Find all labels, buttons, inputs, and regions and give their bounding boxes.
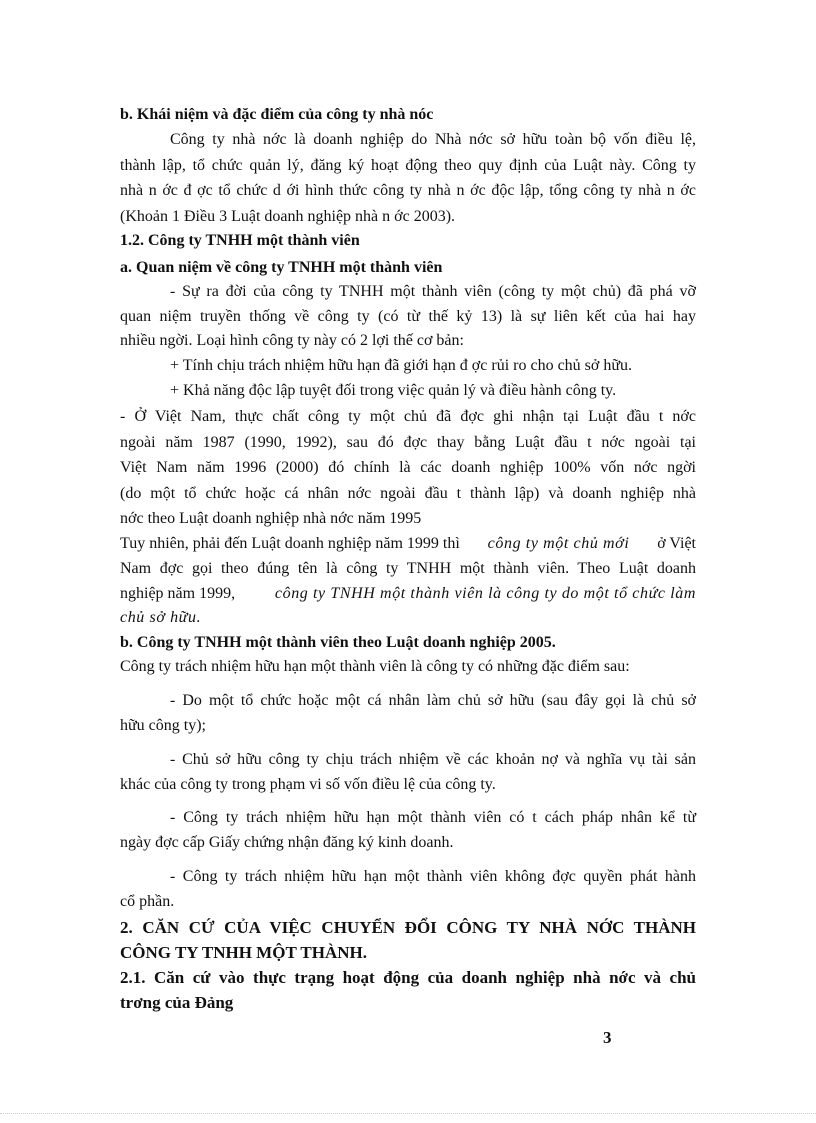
heading-b-khai-niem: b. Khái niệm và đặc điểm của công ty nhà nóc [120, 106, 434, 123]
paragraph-line: khác của công ty trong phạm vi số vốn điều lệ của công ty. [120, 776, 496, 793]
subsection-heading-2-1-cont: trơng của Đảng [120, 993, 234, 1012]
paragraph-line: ngày đợc cấp Giấy chứng nhận đăng ký kinh doanh. [120, 834, 454, 851]
text-run: ở Việt [657, 535, 696, 552]
page-number: 3 [603, 1028, 612, 1047]
paragraph-line: Công ty nhà nớc là doanh nghiệp do Nhà nớc sở hữu toàn bộ vốn điều lệ, [170, 131, 696, 148]
paragraph-line-mixed [120, 584, 696, 604]
italic-run: công ty một chủ mới [487, 535, 630, 552]
list-item: - Công ty trách nhiệm hữu hạn một thành viên không đợc quyền phát hành [170, 868, 696, 885]
paragraph-line: - Ở Việt Nam, thực chất công ty một chủ đã đợc ghi nhận tại Luật đầu t nớc [120, 408, 696, 425]
heading-a-quan-niem: a. Quan niệm về công ty TNHH một thành viên [120, 259, 443, 276]
paragraph-line: nhà n ớc đ ợc tổ chức d ới hình thức công ty nhà n ớc độc lập, tổng công ty nhà n ớc [120, 182, 696, 199]
list-item: + Tính chịu trách nhiệm hữu hạn đã giới hạn đ ợc rủi ro cho chủ sở hữu. [170, 357, 633, 374]
heading-1-2: 1.2. Công ty TNHH một thành viên [120, 232, 360, 249]
paragraph-line: quan niệm truyền thống về công ty (có từ thế kỷ 13) là sự liên kết của hai hay [120, 308, 696, 325]
paragraph-line: hữu công ty); [120, 717, 206, 734]
text-run: Tuy nhiên, phải đến Luật doanh nghiệp năm 1999 thì [120, 535, 460, 552]
paragraph-line: Công ty trách nhiệm hữu hạn một thành viên là công ty có những đặc điểm sau: [120, 658, 630, 675]
paragraph-line: nhiều ngời. Loại hình công ty này có 2 lợi thế cơ bản: [120, 332, 464, 349]
list-item: - Chủ sở hữu công ty chịu trách nhiệm về các khoản nợ và nghĩa vụ tài sản [170, 751, 696, 768]
subsection-heading-2-1: 2.1. Căn cứ vào thực trạng hoạt động của doanh nghiệp nhà nớc và chủ [120, 968, 696, 987]
text-run: nghiệp năm 1999, [120, 585, 236, 602]
paragraph-line: Việt Nam năm 1996 (2000) đó chính là các doanh nghiệp 100% vốn nớc ngời [120, 459, 696, 476]
paragraph-line: thành lập, tổ chức quản lý, đăng ký hoạt động theo quy định của Luật này. Công ty [120, 157, 696, 174]
paragraph-line: (do một tổ chức hoặc cá nhân nớc ngoài đầu t thành lập) và doanh nghiệp nhà [120, 485, 696, 502]
page-bottom-divider [0, 1113, 816, 1114]
paragraph-line: - Sự ra đời của công ty TNHH một thành viên (công ty một chủ) đã phá vỡ [170, 283, 696, 300]
list-item: - Do một tổ chức hoặc một cá nhân làm chủ sở hữu (sau đây gọi là chủ sở [170, 692, 696, 709]
italic-run: công ty TNHH một thành viên là công ty do một tổ chức làm [274, 585, 696, 602]
paragraph-line: cổ phần. [120, 893, 175, 910]
paragraph-line: (Khoản 1 Điều 3 Luật doanh nghiệp nhà n ớc 2003). [120, 208, 456, 225]
section-heading-2-cont: CÔNG TY TNHH MỘT THÀNH. [120, 943, 368, 962]
paragraph-line: ngoài năm 1987 (1990, 1992), sau đó đợc thay bằng Luật đầu t nớc ngoài tại [120, 434, 696, 451]
paragraph-line: nớc theo Luật doanh nghiệp nhà nớc năm 1995 [120, 510, 422, 527]
paragraph-line: Nam đợc gọi theo đúng tên là công ty TNHH một thành viên. Theo Luật doanh [120, 560, 696, 577]
list-item: + Khả năng độc lập tuyệt đối trong việc quản lý và điều hành công ty. [170, 382, 617, 399]
paragraph-line-mixed [120, 534, 696, 554]
italic-line: chủ sở hữu. [120, 609, 202, 626]
heading-b-luat-2005: b. Công ty TNHH một thành viên theo Luật doanh nghiệp 2005. [120, 634, 556, 651]
section-heading-2: 2. CĂN CỨ CỦA VIỆC CHUYỂN ĐỔI CÔNG TY NHÀ NỚC THÀNH [120, 918, 696, 937]
list-item: - Công ty trách nhiệm hữu hạn một thành viên có t cách pháp nhân kể từ [170, 809, 696, 826]
